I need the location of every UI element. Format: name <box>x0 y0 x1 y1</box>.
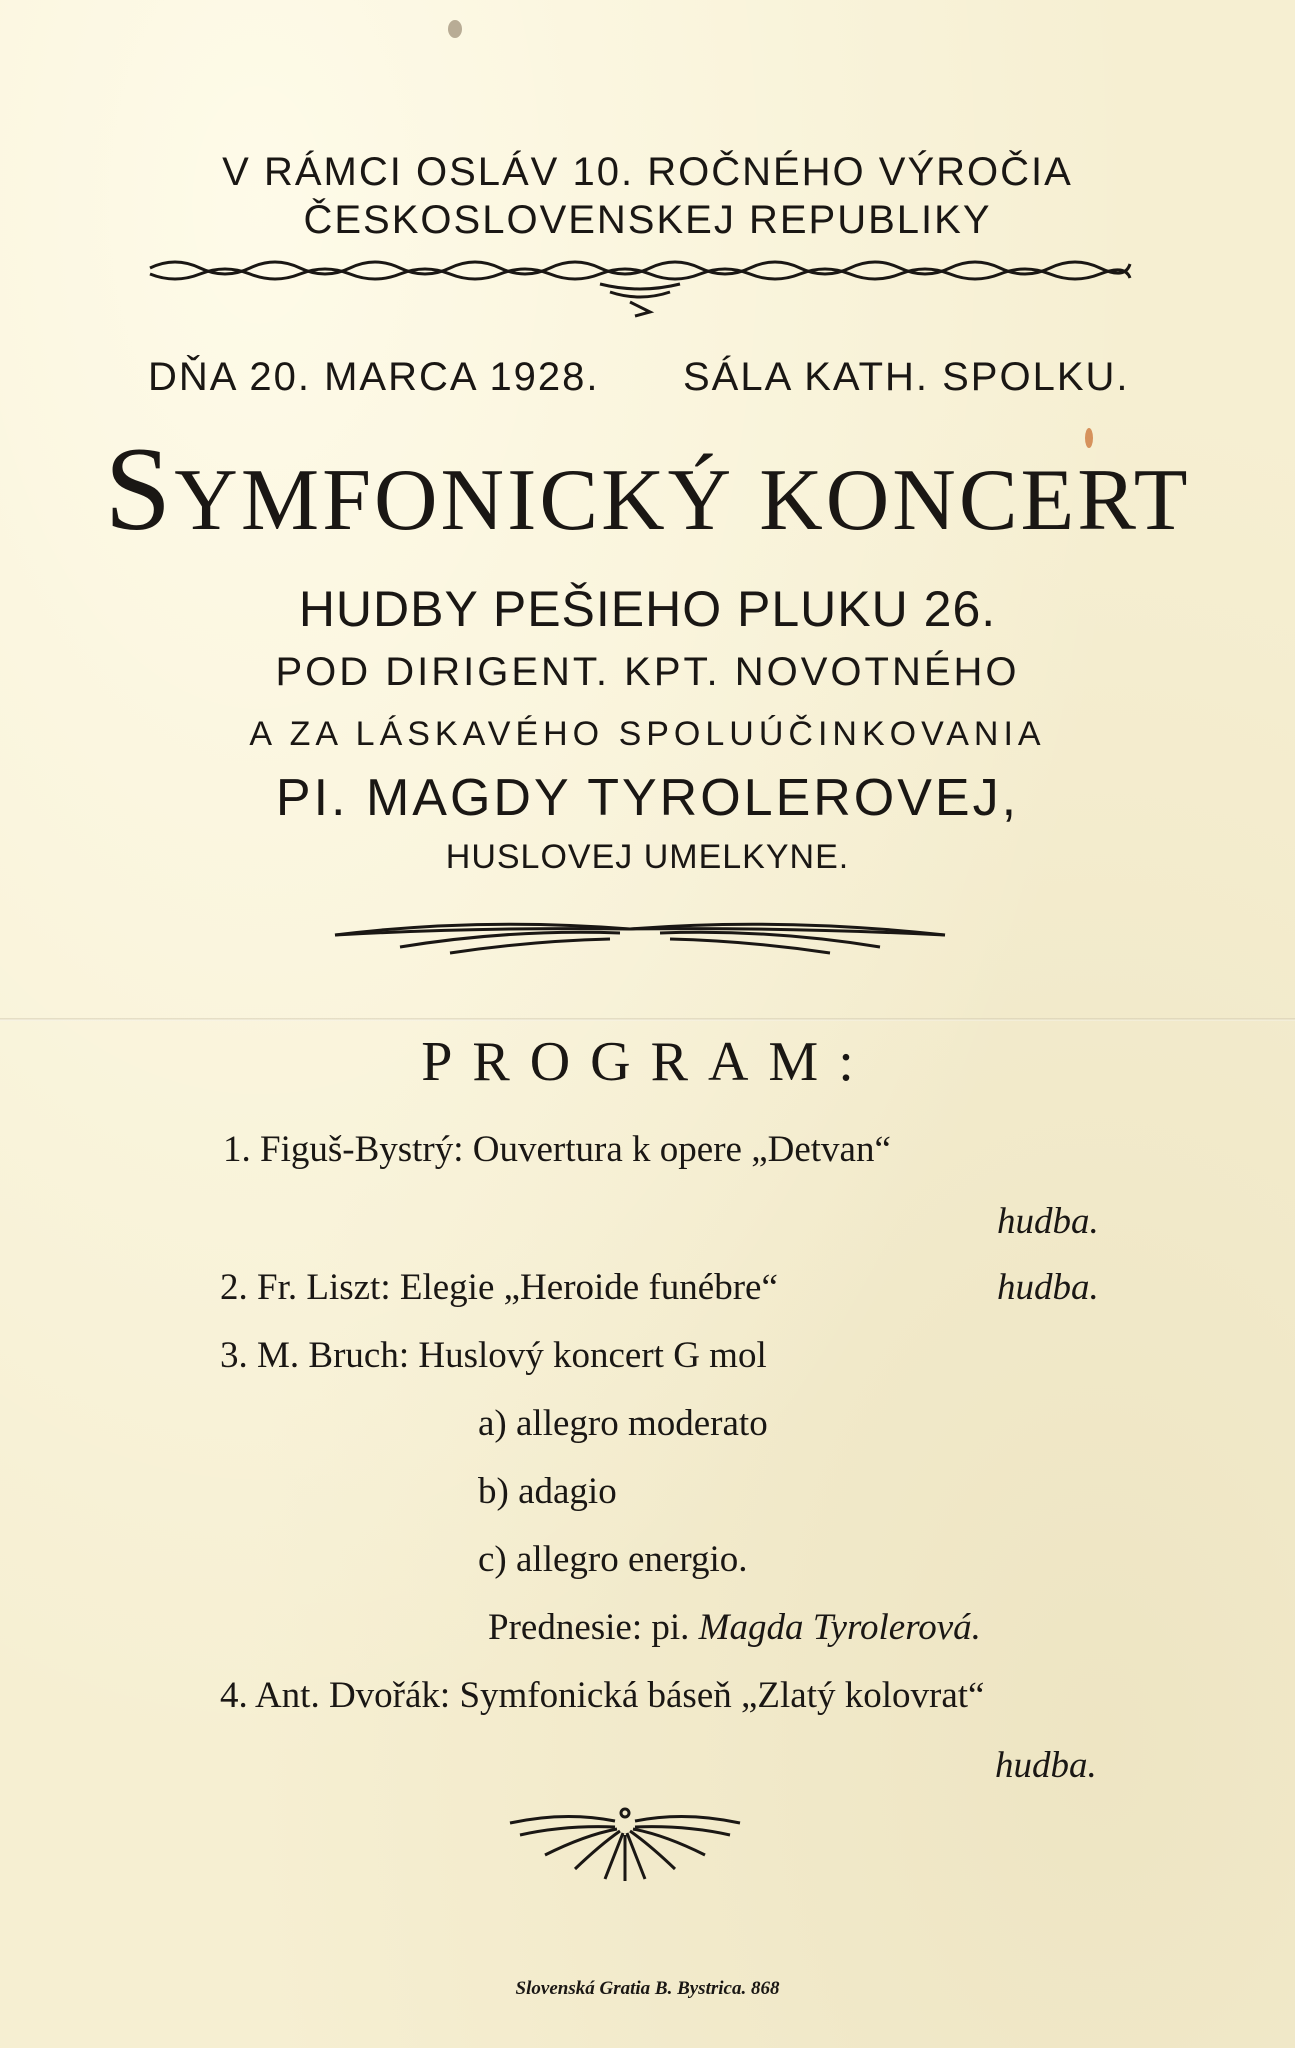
ornament-divider-bottom <box>505 1805 745 1885</box>
paper-fold <box>0 1018 1295 1021</box>
performers-line-1: HUDBY PEŠIEHO PLUKU 26. <box>298 581 997 637</box>
performers-line-3: A ZA LÁSKAVÉHO SPOLUÚČINKOVANIA <box>249 715 1046 753</box>
program-item-3: 3. M. Bruch: Huslový koncert G mol <box>220 1335 767 1376</box>
event-venue: SÁLA KATH. SPOLKU. <box>683 355 1130 399</box>
concert-title <box>0 420 1295 558</box>
program-item-3-performer <box>488 1606 981 1649</box>
soloist-title: HUSLOVEJ UMELKYNE. <box>445 838 850 876</box>
program-item-4-note: hudba. <box>995 1745 1097 1786</box>
program-item-3-movement-c: c) allegro energio. <box>478 1539 748 1580</box>
event-date: DŇA 20. MARCA 1928. <box>148 355 600 399</box>
ornament-divider-middle <box>330 915 950 965</box>
printer-imprint: Slovenská Gratia B. Bystrica. 868 <box>515 1978 780 1999</box>
program-item-4: 4. Ant. Dvořák: Symfonická báseň „Zlatý kolovrat“ <box>220 1675 985 1716</box>
program-item-2-note: hudba. <box>997 1267 1099 1308</box>
header-line-1: V RÁMCI OSLÁV 10. ROČNÉHO VÝROČIA <box>222 150 1073 194</box>
performer-label: Prednesie: pi. <box>488 1607 690 1648</box>
program-heading: PROGRAM: <box>421 1031 874 1093</box>
performers-line-2: POD DIRIGENT. KPT. NOVOTNÉHO <box>275 650 1020 694</box>
program-item-2: 2. Fr. Liszt: Elegie „Heroide funébre“ <box>220 1267 778 1308</box>
soloist-name: PI. MAGDY TYROLEROVEJ, <box>275 769 1020 827</box>
program-item-3-movement-b: b) adagio <box>478 1471 617 1512</box>
title-rest: YMFONICKÝ KONCERT <box>174 452 1191 549</box>
ornament-divider-top <box>145 250 1135 325</box>
ink-spot <box>448 20 462 38</box>
header-line-2: ČESKOSLOVENSKEJ REPUBLIKY <box>303 198 992 242</box>
performer-name: Magda Tyrolerová. <box>698 1607 981 1648</box>
program-item-3-movement-a: a) allegro moderato <box>478 1403 768 1444</box>
program-item-1: 1. Figuš-Bystrý: Ouvertura k opere „Detvan“ <box>223 1129 891 1170</box>
program-item-1-note: hudba. <box>997 1201 1099 1242</box>
title-initial: S <box>104 422 175 555</box>
